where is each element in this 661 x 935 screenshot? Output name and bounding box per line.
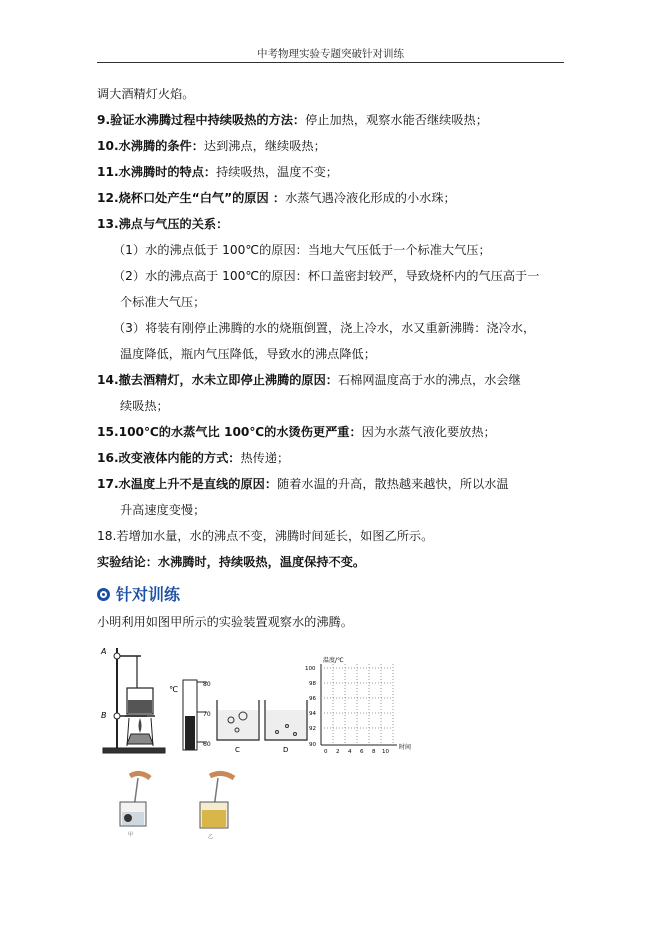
section-title-text: 针对训练 bbox=[116, 585, 181, 604]
text-line bbox=[97, 476, 509, 492]
body-phrase: 温度降低，瓶内气压降低，导致水的沸点降低； bbox=[120, 347, 376, 361]
ytick-98: 98 bbox=[309, 681, 316, 687]
bullet-circle-icon bbox=[97, 588, 110, 601]
thermo-tick-60: 60 bbox=[203, 741, 211, 748]
xtick-0: 0 bbox=[324, 749, 328, 755]
ytick-100: 100 bbox=[305, 666, 316, 672]
bold-phrase: 10.水沸腾的条件： bbox=[97, 139, 204, 153]
text-line bbox=[97, 372, 521, 388]
beaker-on-stand bbox=[125, 688, 155, 716]
body-phrase: 达到沸点，继续吸热； bbox=[203, 139, 326, 153]
text-line bbox=[120, 502, 205, 518]
body-phrase: 个标准大气压； bbox=[120, 295, 206, 309]
beaker-c-label: C bbox=[235, 746, 240, 754]
xtick-6: 6 bbox=[360, 749, 364, 755]
photo-1 bbox=[120, 773, 150, 826]
page-header: 中考物理实验专题突破针对训练 bbox=[257, 48, 404, 60]
ytick-90: 90 bbox=[309, 742, 316, 748]
header-divider bbox=[97, 62, 564, 63]
body-phrase: （2）水的沸点高于 100℃的原因：杯口盖密封较严，导致烧杯内的气压高于一 bbox=[113, 269, 540, 283]
text-line bbox=[120, 398, 169, 414]
text-line bbox=[97, 216, 228, 232]
text-line bbox=[97, 450, 289, 466]
text-line bbox=[97, 164, 338, 180]
text-line bbox=[97, 86, 195, 102]
body-phrase: 升高速度变慢； bbox=[120, 503, 206, 517]
text-line bbox=[120, 346, 376, 362]
bold-phrase: 9.验证水沸腾过程中持续吸热的方法： bbox=[97, 113, 306, 127]
thermo-tick-80: 80 bbox=[203, 681, 211, 688]
photo-2 bbox=[200, 773, 234, 828]
text-line bbox=[97, 424, 496, 440]
experiment-figure bbox=[97, 640, 417, 758]
body-phrase: 调大酒精灯火焰。 bbox=[97, 87, 195, 101]
experiment-photos bbox=[110, 768, 270, 840]
body-phrase: （3）将装有刚停止沸腾的水的烧瓶倒置，浇上冷水，水又重新沸腾：浇冷水， bbox=[113, 321, 536, 335]
thermo-tick-70: 70 bbox=[203, 711, 211, 718]
text-line bbox=[113, 242, 491, 258]
beaker-c bbox=[217, 700, 259, 740]
body-phrase: （1）水的沸点低于 100℃的原因：当地大气压低于一个标准大气压； bbox=[113, 243, 491, 257]
xtick-4: 4 bbox=[348, 749, 352, 755]
temperature-time-grid bbox=[321, 664, 397, 745]
label-a: A bbox=[101, 647, 107, 656]
body-phrase: 随着水温的升高，散热越来越快，所以水温 bbox=[277, 477, 509, 491]
photo-1-caption: 甲 bbox=[128, 832, 134, 838]
text-line bbox=[97, 528, 433, 544]
photo-2-caption: 乙 bbox=[208, 834, 214, 840]
ytick-96: 96 bbox=[309, 696, 316, 702]
body-phrase: 因为水蒸气液化要放热； bbox=[361, 425, 496, 439]
bold-phrase: 12.烧杯口处产生“白气”的原因 ： bbox=[97, 191, 286, 205]
section-heading bbox=[97, 582, 180, 605]
bold-phrase: 14.撤去酒精灯，水未立即停止沸腾的原因： bbox=[97, 373, 338, 387]
body-phrase: 18.若增加水量，水的沸点不变，沸腾时间延长，如图乙所示。 bbox=[97, 529, 434, 543]
text-line bbox=[113, 268, 539, 284]
text-line bbox=[120, 294, 205, 310]
beaker-d-label: D bbox=[283, 746, 289, 754]
bold-phrase: 15.100℃的水蒸气比 100℃的水烫伤更严重： bbox=[97, 425, 362, 439]
graph-xlabel: 时间 bbox=[399, 744, 412, 751]
text-line bbox=[97, 190, 456, 206]
ytick-94: 94 bbox=[309, 711, 316, 717]
label-b: B bbox=[101, 711, 107, 720]
body-phrase: 续吸热； bbox=[120, 399, 169, 413]
body-phrase: 石棉网温度高于水的沸点，水会继 bbox=[337, 373, 521, 387]
text-line bbox=[97, 112, 488, 128]
thermo-unit: ℃ bbox=[169, 685, 178, 694]
alcohol-lamp bbox=[127, 718, 153, 746]
body-phrase: 持续吸热，温度不变； bbox=[216, 165, 338, 179]
text-line bbox=[97, 138, 326, 154]
graph-ylabel: 温度/℃ bbox=[323, 657, 344, 664]
bold-phrase: 17.水温度上升不是直线的原因： bbox=[97, 477, 278, 491]
xtick-10: 10 bbox=[382, 749, 389, 755]
body-phrase: 停止加热，观察水能否继续吸热； bbox=[305, 113, 488, 127]
bold-phrase: 11.水沸腾时的特点： bbox=[97, 165, 217, 179]
xtick-8: 8 bbox=[372, 749, 376, 755]
ytick-92: 92 bbox=[309, 726, 316, 732]
bold-phrase: 13.沸点与气压的关系： bbox=[97, 217, 229, 231]
beaker-d bbox=[265, 700, 307, 740]
xtick-2: 2 bbox=[336, 749, 340, 755]
bold-phrase: 16.改变液体内能的方式： bbox=[97, 451, 241, 465]
bold-phrase: 实验结论：水沸腾时，持续吸热，温度保持不变。 bbox=[97, 555, 366, 569]
body-phrase: 热传递； bbox=[240, 451, 290, 465]
body-phrase: 水蒸气遇冷液化形成的小水珠； bbox=[285, 191, 456, 205]
question-text: 小明利用如图甲所示的实验装置观察水的沸腾。 bbox=[97, 615, 353, 629]
text-line bbox=[113, 320, 535, 336]
text-line bbox=[97, 554, 365, 570]
